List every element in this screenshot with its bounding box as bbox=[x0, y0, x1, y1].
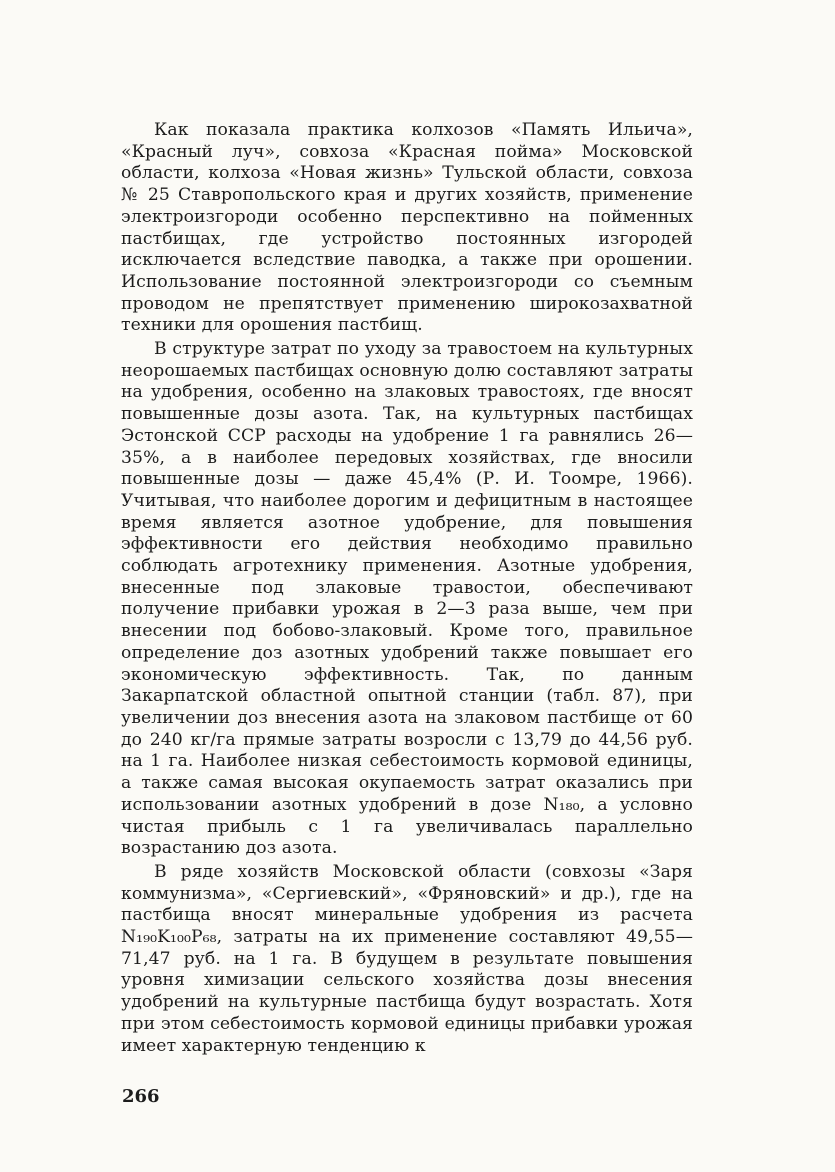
page-number: 266 bbox=[122, 1086, 160, 1107]
paragraph-2: В структуре затрат по уходу за травостоем на культурных неорошаемых пастбищах основную долю составляют затраты на удобрения, особенно на злаковых травостоях, где вносят повышенные дозы азота. Так, на культурных пастбищах Эстонской ССР расходы на удобрение 1 га равнялись 26—35%, а в наиболее передовых хозяйствах, где вносили повышенные дозы — даже 45,4% (Р. И. Тоомре, 1966). Учитывая, что наиболее дорогим и дефицитным в настоящее время является азотное удобрение, для повышения эффективности его действия необходимо правильно соблюдать агротехнику применения. Азотные удобрения, внесенные под злаковые травостои, обеспечивают получение прибавки урожая в 2—3 раза выше, чем при внесении под бобово-злаковый. Кроме того, правильное определение доз азотных удобрений также повышает его экономическую эффективность. Так, по данным Закарпатской областной опытной станции (табл. 87), при увеличении доз внесения азота на злаковом пастбище от 60 до 240 кг/га прямые затраты возросли с 13,79 до 44,56 руб. на 1 га. Наиболее низкая себестоимость кормовой единицы, а также самая высокая окупаемость затрат оказались при использовании азотных удобрений в дозе N₁₈₀, а условно чистая прибыль с 1 га увеличивалась параллельно возрастанию доз азота. bbox=[121, 339, 693, 859]
paragraph-1: Как показала практика колхозов «Память Ильича», «Красный луч», совхоза «Красная пойма» Московской области, колхоза «Новая жизнь» Тульской области, совхоза № 25 Ставропольского края и других хозяйств, применение электроизгороди особенно перспективно на пойменных пастбищах, где устройство постоянных изгородей исключается вследствие паводка, а также при орошении. Использование постоянной электроизгороди со съемным проводом не препятствует применению широкозахватной техники для орошения пастбищ. bbox=[121, 120, 693, 336]
body-text bbox=[121, 120, 693, 1059]
paragraph-3: В ряде хозяйств Московской области (совхозы «Заря коммунизма», «Сергиевский», «Фряновский» и др.), где на пастбища вносят минеральные удобрения из расчета N₁₉₀K₁₀₀P₆₈, затраты на их применение составляют 49,55—71,47 руб. на 1 га. В будущем в результате повышения уровня химизации сельского хозяйства дозы внесения удобрений на культурные пастбища будут возрастать. Хотя при этом себестоимость кормовой единицы прибавки урожая имеет характерную тенденцию к bbox=[121, 861, 693, 1056]
